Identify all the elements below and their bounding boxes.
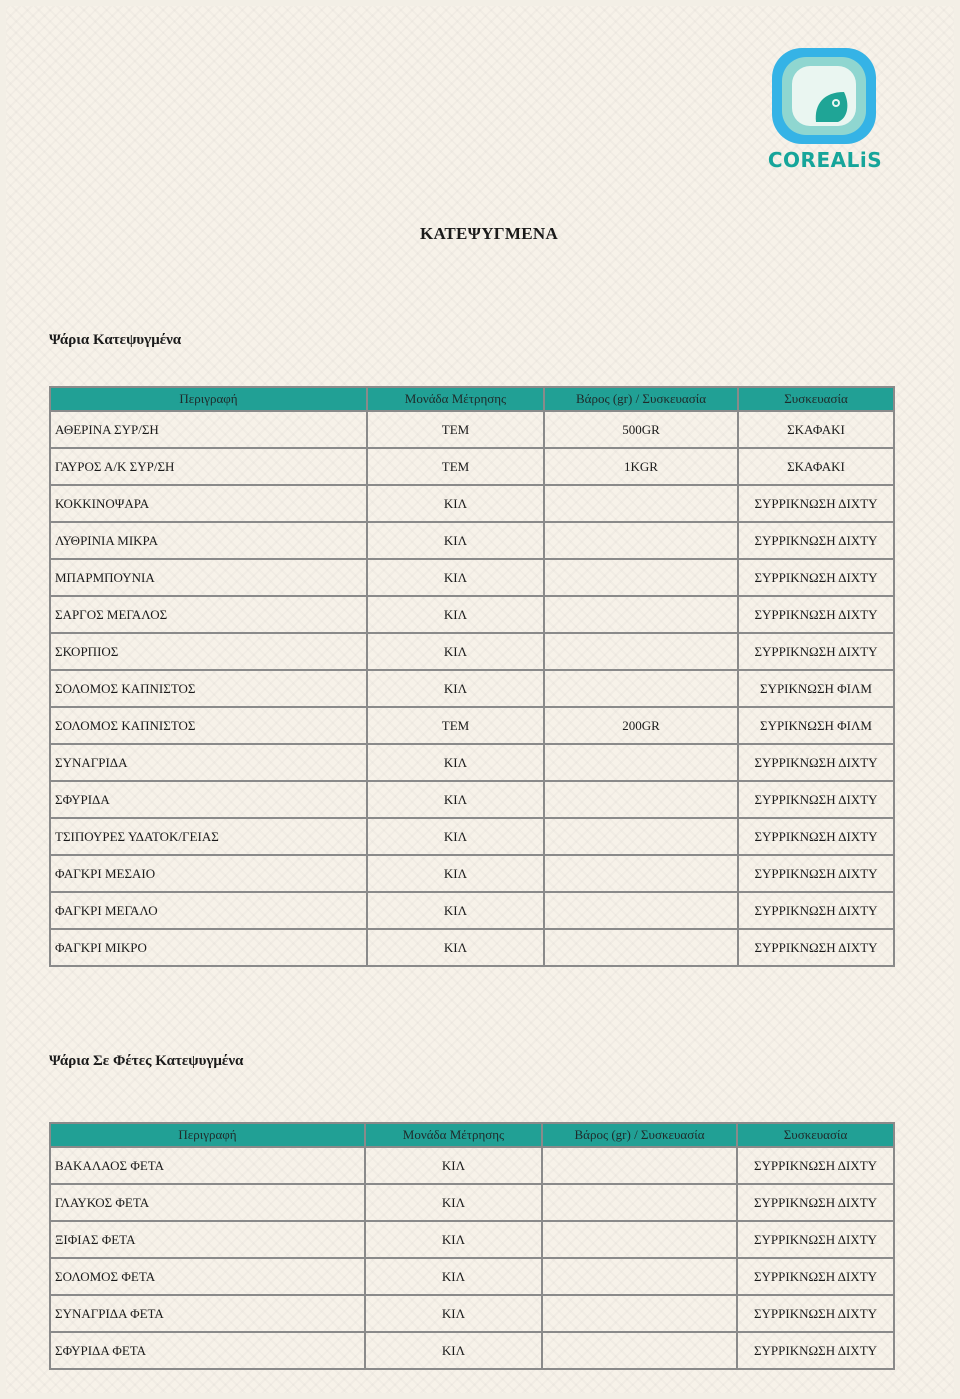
cell-unit: ΚΙΛ: [367, 781, 544, 818]
cell-weight: [544, 559, 738, 596]
column-header-packaging: Συσκευασία: [737, 1123, 894, 1147]
cell-weight: 500GR: [544, 411, 738, 448]
cell-unit: ΚΙΛ: [367, 670, 544, 707]
cell-unit: ΤΕΜ: [367, 411, 544, 448]
cell-packaging: ΣΥΡΡΙΚΝΩΣΗ ΔΙΧΤΥ: [737, 1258, 894, 1295]
cell-weight: [544, 633, 738, 670]
table-row: [50, 633, 894, 670]
cell-unit: ΚΙΛ: [367, 559, 544, 596]
cell-packaging: ΣΥΡΡΙΚΝΩΣΗ ΔΙΧΤΥ: [737, 1295, 894, 1332]
cell-description: ΣΟΛΟΜΟΣ ΦΕΤΑ: [50, 1258, 365, 1295]
table-row: [50, 1258, 894, 1295]
cell-packaging: ΣΥΡΡΙΚΝΩΣΗ ΔΙΧΤΥ: [738, 559, 894, 596]
cell-packaging: ΣΥΡΡΙΚΝΩΣΗ ΔΙΧΤΥ: [738, 929, 894, 966]
cell-weight: [542, 1295, 737, 1332]
cell-description: ΣΦΥΡΙΔΑ ΦΕΤΑ: [50, 1332, 365, 1369]
cell-packaging: ΣΥΡΡΙΚΝΩΣΗ ΔΙΧΤΥ: [737, 1221, 894, 1258]
cell-weight: 200GR: [544, 707, 738, 744]
table-row: [50, 522, 894, 559]
cell-unit: ΚΙΛ: [367, 744, 544, 781]
cell-unit: ΚΙΛ: [365, 1295, 542, 1332]
cell-description: ΑΘΕΡΙΝΑ ΣΥΡ/ΣΗ: [50, 411, 367, 448]
cell-description: ΣΥΝΑΓΡΙΔΑ ΦΕΤΑ: [50, 1295, 365, 1332]
cell-unit: ΚΙΛ: [365, 1147, 542, 1184]
table-row: [50, 892, 894, 929]
table-row: [50, 1221, 894, 1258]
cell-packaging: ΣΥΡΡΙΚΝΩΣΗ ΔΙΧΤΥ: [738, 744, 894, 781]
cell-weight: 1KGR: [544, 448, 738, 485]
cell-weight: [542, 1184, 737, 1221]
column-header-unit: Μονάδα Μέτρησης: [365, 1123, 542, 1147]
table-row: [50, 744, 894, 781]
cell-description: ΦΑΓΚΡΙ ΜΙΚΡΟ: [50, 929, 367, 966]
table-row: [50, 781, 894, 818]
cell-weight: [544, 929, 738, 966]
cell-description: ΓΛΑΥΚΟΣ ΦΕΤΑ: [50, 1184, 365, 1221]
cell-weight: [544, 855, 738, 892]
table-row: [50, 596, 894, 633]
cell-description: ΣΦΥΡΙΔΑ: [50, 781, 367, 818]
cell-weight: [544, 744, 738, 781]
table-row: [50, 1184, 894, 1221]
cell-packaging: ΣΥΡΙΚΝΩΣΗ ΦΙΛΜ: [738, 670, 894, 707]
table-row: [50, 1295, 894, 1332]
cell-unit: ΚΙΛ: [367, 633, 544, 670]
cell-unit: ΚΙΛ: [367, 596, 544, 633]
cell-description: ΒΑΚΑΛΑΟΣ ΦΕΤΑ: [50, 1147, 365, 1184]
cell-packaging: ΣΥΡΡΙΚΝΩΣΗ ΔΙΧΤΥ: [738, 818, 894, 855]
cell-unit: ΚΙΛ: [365, 1332, 542, 1369]
cell-weight: [544, 818, 738, 855]
cell-description: ΣΑΡΓΟΣ ΜΕΓΑΛΟΣ: [50, 596, 367, 633]
cell-unit: ΚΙΛ: [367, 485, 544, 522]
cell-description: ΛΥΘΡΙΝΙΑ ΜΙΚΡΑ: [50, 522, 367, 559]
section-title-sliced-fish: Ψάρια Σε Φέτες Κατεψυγμένα: [49, 1053, 244, 1069]
cell-packaging: ΣΥΡΡΙΚΝΩΣΗ ΔΙΧΤΥ: [738, 633, 894, 670]
cell-packaging: ΣΥΡΡΙΚΝΩΣΗ ΔΙΧΤΥ: [738, 892, 894, 929]
cell-packaging: ΣΥΡΡΙΚΝΩΣΗ ΔΙΧΤΥ: [738, 781, 894, 818]
table-row: [50, 1332, 894, 1369]
column-header-packaging: Συσκευασία: [738, 387, 894, 411]
cell-description: ΜΠΑΡΜΠΟΥΝΙΑ: [50, 559, 367, 596]
cell-description: ΦΑΓΚΡΙ ΜΕΓΑΛΟ: [50, 892, 367, 929]
cell-unit: ΤΕΜ: [367, 448, 544, 485]
cell-packaging: ΣΥΡΡΙΚΝΩΣΗ ΔΙΧΤΥ: [738, 522, 894, 559]
column-header-description: Περιγραφή: [50, 387, 367, 411]
cell-description: ΣΚΟΡΠΙΟΣ: [50, 633, 367, 670]
cell-weight: [542, 1221, 737, 1258]
sliced-fish-table: [49, 1122, 895, 1370]
cell-weight: [544, 670, 738, 707]
cell-description: ΞΙΦΙΑΣ ΦΕΤΑ: [50, 1221, 365, 1258]
cell-packaging: ΣΥΡΡΙΚΝΩΣΗ ΔΙΧΤΥ: [737, 1184, 894, 1221]
table-row: [50, 707, 894, 744]
cell-unit: ΚΙΛ: [367, 522, 544, 559]
table-row: [50, 411, 894, 448]
cell-weight: [542, 1332, 737, 1369]
fish-logo-icon: [772, 48, 876, 144]
cell-packaging: ΣΥΡΡΙΚΝΩΣΗ ΔΙΧΤΥ: [738, 596, 894, 633]
logo-wordmark: COREALiS: [767, 148, 883, 172]
table-row: [50, 448, 894, 485]
cell-description: ΣΥΝΑΓΡΙΔΑ: [50, 744, 367, 781]
corealis-logo: [754, 48, 896, 178]
cell-packaging: ΣΥΡΙΚΝΩΣΗ ΦΙΛΜ: [738, 707, 894, 744]
table-header-row: [50, 1123, 894, 1147]
cell-packaging: ΣΥΡΡΙΚΝΩΣΗ ΔΙΧΤΥ: [738, 855, 894, 892]
cell-packaging: ΣΚΑΦΑΚΙ: [738, 448, 894, 485]
cell-unit: ΚΙΛ: [365, 1221, 542, 1258]
table-row: [50, 855, 894, 892]
column-header-weight: Βάρος (gr) / Συσκευασία: [542, 1123, 737, 1147]
document-title: ΚΑΤΕΨΥΓΜΕΝΑ: [419, 224, 559, 243]
cell-description: ΤΣΙΠΟΥΡΕΣ ΥΔΑΤΟΚ/ΓΕΙΑΣ: [50, 818, 367, 855]
cell-weight: [544, 892, 738, 929]
cell-packaging: ΣΥΡΡΙΚΝΩΣΗ ΔΙΧΤΥ: [737, 1332, 894, 1369]
column-header-unit: Μονάδα Μέτρησης: [367, 387, 544, 411]
cell-packaging: ΣΚΑΦΑΚΙ: [738, 411, 894, 448]
cell-weight: [542, 1258, 737, 1295]
cell-unit: ΚΙΛ: [365, 1184, 542, 1221]
cell-unit: ΚΙΛ: [365, 1258, 542, 1295]
cell-unit: ΚΙΛ: [367, 818, 544, 855]
cell-description: ΚΟΚΚΙΝΟΨΑΡΑ: [50, 485, 367, 522]
table-row: [50, 485, 894, 522]
cell-packaging: ΣΥΡΡΙΚΝΩΣΗ ΔΙΧΤΥ: [737, 1147, 894, 1184]
column-header-description: Περιγραφή: [50, 1123, 365, 1147]
cell-weight: [544, 596, 738, 633]
table-row: [50, 670, 894, 707]
cell-packaging: ΣΥΡΡΙΚΝΩΣΗ ΔΙΧΤΥ: [738, 485, 894, 522]
cell-unit: ΚΙΛ: [367, 892, 544, 929]
document-page: [6, 6, 954, 1393]
table-row: [50, 929, 894, 966]
cell-weight: [544, 522, 738, 559]
table-header-row: [50, 387, 894, 411]
section-title-frozen-fish: Ψάρια Κατεψυγμένα: [49, 332, 182, 348]
frozen-fish-table: [49, 386, 895, 967]
cell-description: ΓΑΥΡΟΣ Α/Κ ΣΥΡ/ΣΗ: [50, 448, 367, 485]
table-row: [50, 818, 894, 855]
cell-weight: [544, 781, 738, 818]
cell-unit: ΚΙΛ: [367, 929, 544, 966]
cell-description: ΣΟΛΟΜΟΣ ΚΑΠΝΙΣΤΟΣ: [50, 670, 367, 707]
table-row: [50, 559, 894, 596]
table-row: [50, 1147, 894, 1184]
cell-description: ΦΑΓΚΡΙ ΜΕΣΑΙΟ: [50, 855, 367, 892]
cell-weight: [544, 485, 738, 522]
cell-unit: ΤΕΜ: [367, 707, 544, 744]
cell-description: ΣΟΛΟΜΟΣ ΚΑΠΝΙΣΤΟΣ: [50, 707, 367, 744]
column-header-weight: Βάρος (gr) / Συσκευασία: [544, 387, 738, 411]
cell-unit: ΚΙΛ: [367, 855, 544, 892]
cell-weight: [542, 1147, 737, 1184]
